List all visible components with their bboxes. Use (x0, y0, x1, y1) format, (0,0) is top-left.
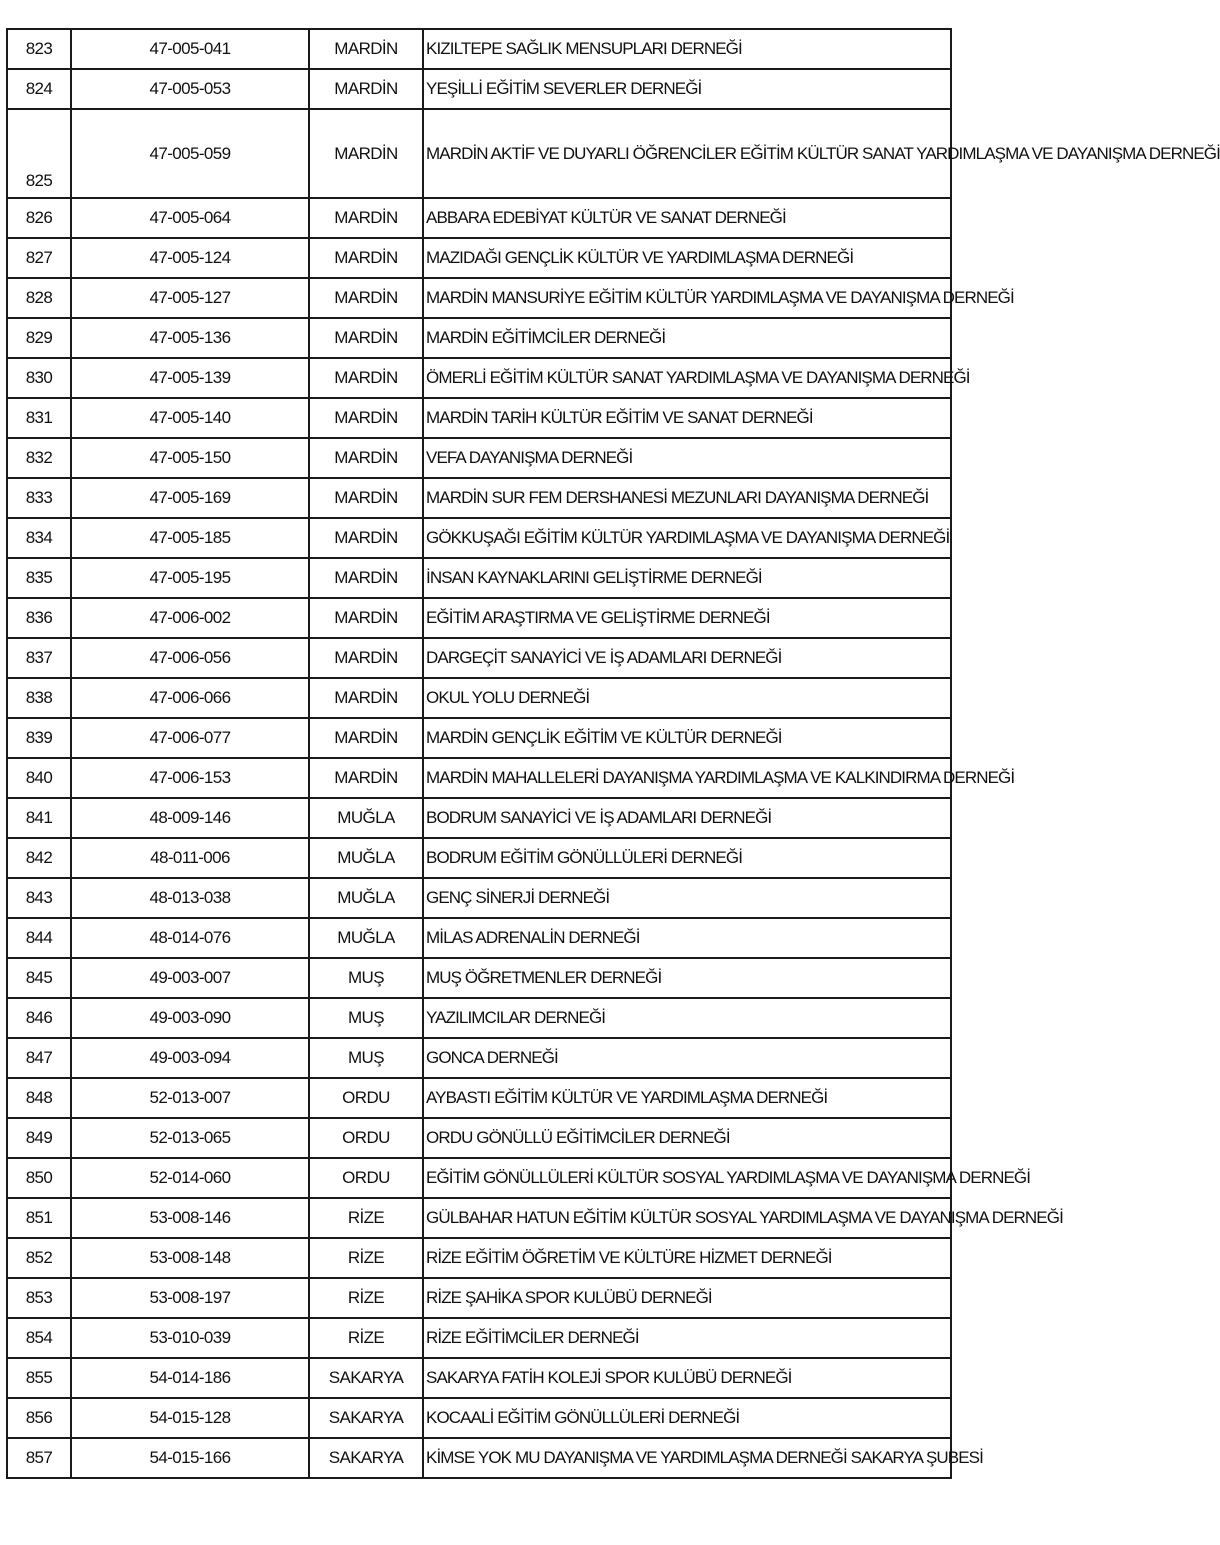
row-number-cell: 836 (7, 598, 71, 638)
table-row (7, 1198, 951, 1238)
association-name-cell: ÖMERLİ EĞİTİM KÜLTÜR SANAT YARDIMLAŞMA VE DAYANIŞMA DERNEĞİ (423, 358, 951, 398)
row-number-cell: 838 (7, 678, 71, 718)
table-row (7, 69, 951, 109)
province-cell: MUĞLA (309, 838, 423, 878)
province-cell: MARDİN (309, 598, 423, 638)
association-name-cell: MUŞ ÖĞRETMENLER DERNEĞİ (423, 958, 951, 998)
registry-code-cell: 47-006-066 (71, 678, 309, 718)
province-cell: MARDİN (309, 318, 423, 358)
table-row (7, 878, 951, 918)
row-number-cell: 839 (7, 718, 71, 758)
association-name-cell: SAKARYA FATİH KOLEJİ SPOR KULÜBÜ DERNEĞİ (423, 1358, 951, 1398)
row-number-cell: 847 (7, 1038, 71, 1078)
province-cell: MARDİN (309, 518, 423, 558)
province-cell: MUĞLA (309, 798, 423, 838)
association-name-cell: RİZE EĞİTİM ÖĞRETİM VE KÜLTÜRE HİZMET DERNEĞİ (423, 1238, 951, 1278)
row-number-cell: 829 (7, 318, 71, 358)
association-name-cell: KİMSE YOK MU DAYANIŞMA VE YARDIMLAŞMA DERNEĞİ SAKARYA ŞUBESİ (423, 1438, 951, 1478)
registry-code-cell: 47-005-140 (71, 398, 309, 438)
row-number-cell: 827 (7, 238, 71, 278)
table-row (7, 1278, 951, 1318)
association-name-cell: İNSAN KAYNAKLARINI GELİŞTİRME DERNEĞİ (423, 558, 951, 598)
registry-code-cell: 47-005-064 (71, 198, 309, 238)
registry-code-cell: 47-005-059 (71, 109, 309, 198)
row-number-cell: 843 (7, 878, 71, 918)
table-row (7, 1038, 951, 1078)
registry-code-cell: 48-009-146 (71, 798, 309, 838)
association-name-cell: MARDİN GENÇLİK EĞİTİM VE KÜLTÜR DERNEĞİ (423, 718, 951, 758)
table-row (7, 958, 951, 998)
registry-code-cell: 47-005-150 (71, 438, 309, 478)
province-cell: MARDİN (309, 29, 423, 69)
association-name-cell: MARDİN MAHALLELERİ DAYANIŞMA YARDIMLAŞMA VE KALKINDIRMA DERNEĞİ (423, 758, 951, 798)
association-name-cell: MAZIDAĞI GENÇLİK KÜLTÜR VE YARDIMLAŞMA DERNEĞİ (423, 238, 951, 278)
province-cell: ORDU (309, 1118, 423, 1158)
row-number-cell: 854 (7, 1318, 71, 1358)
table-row (7, 238, 951, 278)
registry-code-cell: 47-005-195 (71, 558, 309, 598)
association-name-cell: MARDİN AKTİF VE DUYARLI ÖĞRENCİLER EĞİTİM KÜLTÜR SANAT YARDIMLAŞMA VE DAYANIŞMA DERNEĞİ (423, 109, 951, 198)
row-number-cell: 835 (7, 558, 71, 598)
registry-code-cell: 49-003-094 (71, 1038, 309, 1078)
registry-code-cell: 52-014-060 (71, 1158, 309, 1198)
table-row (7, 838, 951, 878)
association-name-cell: YAZILIMCILAR DERNEĞİ (423, 998, 951, 1038)
province-cell: MARDİN (309, 69, 423, 109)
table-row (7, 598, 951, 638)
row-number-cell: 849 (7, 1118, 71, 1158)
province-cell: RİZE (309, 1198, 423, 1238)
registry-code-cell: 49-003-007 (71, 958, 309, 998)
association-name-cell: MARDİN TARİH KÜLTÜR EĞİTİM VE SANAT DERNEĞİ (423, 398, 951, 438)
table-row (7, 518, 951, 558)
table-row (7, 758, 951, 798)
table-row (7, 1078, 951, 1118)
table-body (7, 29, 1220, 1478)
registry-code-cell: 47-005-185 (71, 518, 309, 558)
row-number-cell: 853 (7, 1278, 71, 1318)
table-row (7, 318, 951, 358)
row-number-cell: 832 (7, 438, 71, 478)
association-name-cell: OKUL YOLU DERNEĞİ (423, 678, 951, 718)
row-number-cell: 845 (7, 958, 71, 998)
table-row (7, 998, 951, 1038)
province-cell: SAKARYA (309, 1398, 423, 1438)
row-number-cell: 837 (7, 638, 71, 678)
registry-code-cell: 48-011-006 (71, 838, 309, 878)
row-number-cell: 848 (7, 1078, 71, 1118)
association-name-cell: KIZILTEPE SAĞLIK MENSUPLARI DERNEĞİ (423, 29, 951, 69)
province-cell: MARDİN (309, 718, 423, 758)
registry-code-cell: 47-006-077 (71, 718, 309, 758)
registry-code-cell: 53-008-146 (71, 1198, 309, 1238)
province-cell: MARDİN (309, 678, 423, 718)
registry-code-cell: 47-005-041 (71, 29, 309, 69)
row-number-cell: 855 (7, 1358, 71, 1398)
row-number-cell: 834 (7, 518, 71, 558)
association-name-cell: ORDU GÖNÜLLÜ EĞİTİMCİLER DERNEĞİ (423, 1118, 951, 1158)
association-name-cell: AYBASTI EĞİTİM KÜLTÜR VE YARDIMLAŞMA DERNEĞİ (423, 1078, 951, 1118)
row-number-cell: 841 (7, 798, 71, 838)
association-name-cell: MARDİN MANSURİYE EĞİTİM KÜLTÜR YARDIMLAŞMA VE DAYANIŞMA DERNEĞİ (423, 278, 951, 318)
association-name-cell: GENÇ SİNERJİ DERNEĞİ (423, 878, 951, 918)
province-cell: RİZE (309, 1278, 423, 1318)
association-table (6, 28, 1220, 1479)
row-number-cell: 830 (7, 358, 71, 398)
row-number-cell: 857 (7, 1438, 71, 1478)
registry-code-cell: 52-013-007 (71, 1078, 309, 1118)
registry-code-cell: 53-010-039 (71, 1318, 309, 1358)
province-cell: MARDİN (309, 358, 423, 398)
association-name-cell: BODRUM SANAYİCİ VE İŞ ADAMLARI DERNEĞİ (423, 798, 951, 838)
table-row (7, 678, 951, 718)
table-row (7, 398, 951, 438)
registry-code-cell: 54-015-166 (71, 1438, 309, 1478)
table-row (7, 198, 951, 238)
province-cell: MARDİN (309, 438, 423, 478)
table-row (7, 29, 951, 69)
association-name-cell: MİLAS ADRENALİN DERNEĞİ (423, 918, 951, 958)
table-row (7, 718, 951, 758)
province-cell: MUŞ (309, 998, 423, 1038)
table-row (7, 478, 951, 518)
registry-code-cell: 47-006-153 (71, 758, 309, 798)
association-name-cell: RİZE ŞAHİKA SPOR KULÜBÜ DERNEĞİ (423, 1278, 951, 1318)
row-number-cell: 840 (7, 758, 71, 798)
registry-code-cell: 49-003-090 (71, 998, 309, 1038)
association-name-cell: MARDİN SUR FEM DERSHANESİ MEZUNLARI DAYANIŞMA DERNEĞİ (423, 478, 951, 518)
province-cell: MUŞ (309, 1038, 423, 1078)
registry-code-cell: 47-005-136 (71, 318, 309, 358)
row-number-cell: 823 (7, 29, 71, 69)
province-cell: SAKARYA (309, 1358, 423, 1398)
province-cell: MUŞ (309, 958, 423, 998)
association-name-cell: GÖKKUŞAĞI EĞİTİM KÜLTÜR YARDIMLAŞMA VE DAYANIŞMA DERNEĞİ (423, 518, 951, 558)
row-number-cell: 831 (7, 398, 71, 438)
table-row (7, 638, 951, 678)
registry-code-cell: 47-005-053 (71, 69, 309, 109)
province-cell: MARDİN (309, 638, 423, 678)
association-name-cell: EĞİTİM ARAŞTIRMA VE GELİŞTİRME DERNEĞİ (423, 598, 951, 638)
registry-code-cell: 47-005-127 (71, 278, 309, 318)
table-row (7, 1398, 951, 1438)
table-row (7, 558, 951, 598)
association-name-cell: ABBARA EDEBİYAT KÜLTÜR VE SANAT DERNEĞİ (423, 198, 951, 238)
registry-code-cell: 47-006-002 (71, 598, 309, 638)
registry-code-cell: 48-014-076 (71, 918, 309, 958)
row-number-cell: 846 (7, 998, 71, 1038)
table-row (7, 278, 951, 318)
row-number-cell: 833 (7, 478, 71, 518)
province-cell: MARDİN (309, 758, 423, 798)
row-number-cell: 844 (7, 918, 71, 958)
table-row (7, 918, 951, 958)
province-cell: MARDİN (309, 238, 423, 278)
registry-code-cell: 54-014-186 (71, 1358, 309, 1398)
association-name-cell: VEFA DAYANIŞMA DERNEĞİ (423, 438, 951, 478)
province-cell: MARDİN (309, 398, 423, 438)
table-row (7, 438, 951, 478)
row-number-cell: 850 (7, 1158, 71, 1198)
table-row (7, 1118, 951, 1158)
registry-code-cell: 47-006-056 (71, 638, 309, 678)
province-cell: RİZE (309, 1318, 423, 1358)
association-name-cell: GÜLBAHAR HATUN EĞİTİM KÜLTÜR SOSYAL YARDIMLAŞMA VE DAYANIŞMA DERNEĞİ (423, 1198, 951, 1238)
row-number-cell: 852 (7, 1238, 71, 1278)
table-row (7, 1438, 951, 1478)
registry-code-cell: 52-013-065 (71, 1118, 309, 1158)
province-cell: MARDİN (309, 278, 423, 318)
association-name-cell: MARDİN EĞİTİMCİLER DERNEĞİ (423, 318, 951, 358)
registry-code-cell: 53-008-197 (71, 1278, 309, 1318)
registry-code-cell: 47-005-139 (71, 358, 309, 398)
association-name-cell: RİZE EĞİTİMCİLER DERNEĞİ (423, 1318, 951, 1358)
province-cell: MARDİN (309, 109, 423, 198)
row-number-cell: 824 (7, 69, 71, 109)
row-number-cell: 826 (7, 198, 71, 238)
province-cell: RİZE (309, 1238, 423, 1278)
province-cell: MARDİN (309, 558, 423, 598)
province-cell: MARDİN (309, 198, 423, 238)
association-name-cell: BODRUM EĞİTİM GÖNÜLLÜLERİ DERNEĞİ (423, 838, 951, 878)
registry-code-cell: 47-005-124 (71, 238, 309, 278)
row-number-cell: 842 (7, 838, 71, 878)
table-row (7, 1238, 951, 1278)
registry-code-cell: 47-005-169 (71, 478, 309, 518)
row-number-cell: 828 (7, 278, 71, 318)
table-row (7, 358, 951, 398)
association-name-cell: YEŞİLLİ EĞİTİM SEVERLER DERNEĞİ (423, 69, 951, 109)
province-cell: MUĞLA (309, 918, 423, 958)
province-cell: SAKARYA (309, 1438, 423, 1478)
association-name-cell: EĞİTİM GÖNÜLLÜLERİ KÜLTÜR SOSYAL YARDIMLAŞMA VE DAYANIŞMA DERNEĞİ (423, 1158, 951, 1198)
table-row (7, 798, 951, 838)
association-name-cell: GONCA DERNEĞİ (423, 1038, 951, 1078)
province-cell: ORDU (309, 1078, 423, 1118)
table-row (7, 1158, 951, 1198)
row-number-cell: 856 (7, 1398, 71, 1438)
table-row (7, 109, 951, 198)
province-cell: MUĞLA (309, 878, 423, 918)
registry-code-cell: 54-015-128 (71, 1398, 309, 1438)
row-number-cell: 851 (7, 1198, 71, 1238)
registry-code-cell: 48-013-038 (71, 878, 309, 918)
registry-code-cell: 53-008-148 (71, 1238, 309, 1278)
table-row (7, 1358, 951, 1398)
province-cell: ORDU (309, 1158, 423, 1198)
row-number-cell: 825 (7, 109, 71, 198)
association-name-cell: KOCAALİ EĞİTİM GÖNÜLLÜLERİ DERNEĞİ (423, 1398, 951, 1438)
association-name-cell: DARGEÇİT SANAYİCİ VE İŞ ADAMLARI DERNEĞİ (423, 638, 951, 678)
document-page (6, 28, 1220, 1479)
province-cell: MARDİN (309, 478, 423, 518)
table-row (7, 1318, 951, 1358)
